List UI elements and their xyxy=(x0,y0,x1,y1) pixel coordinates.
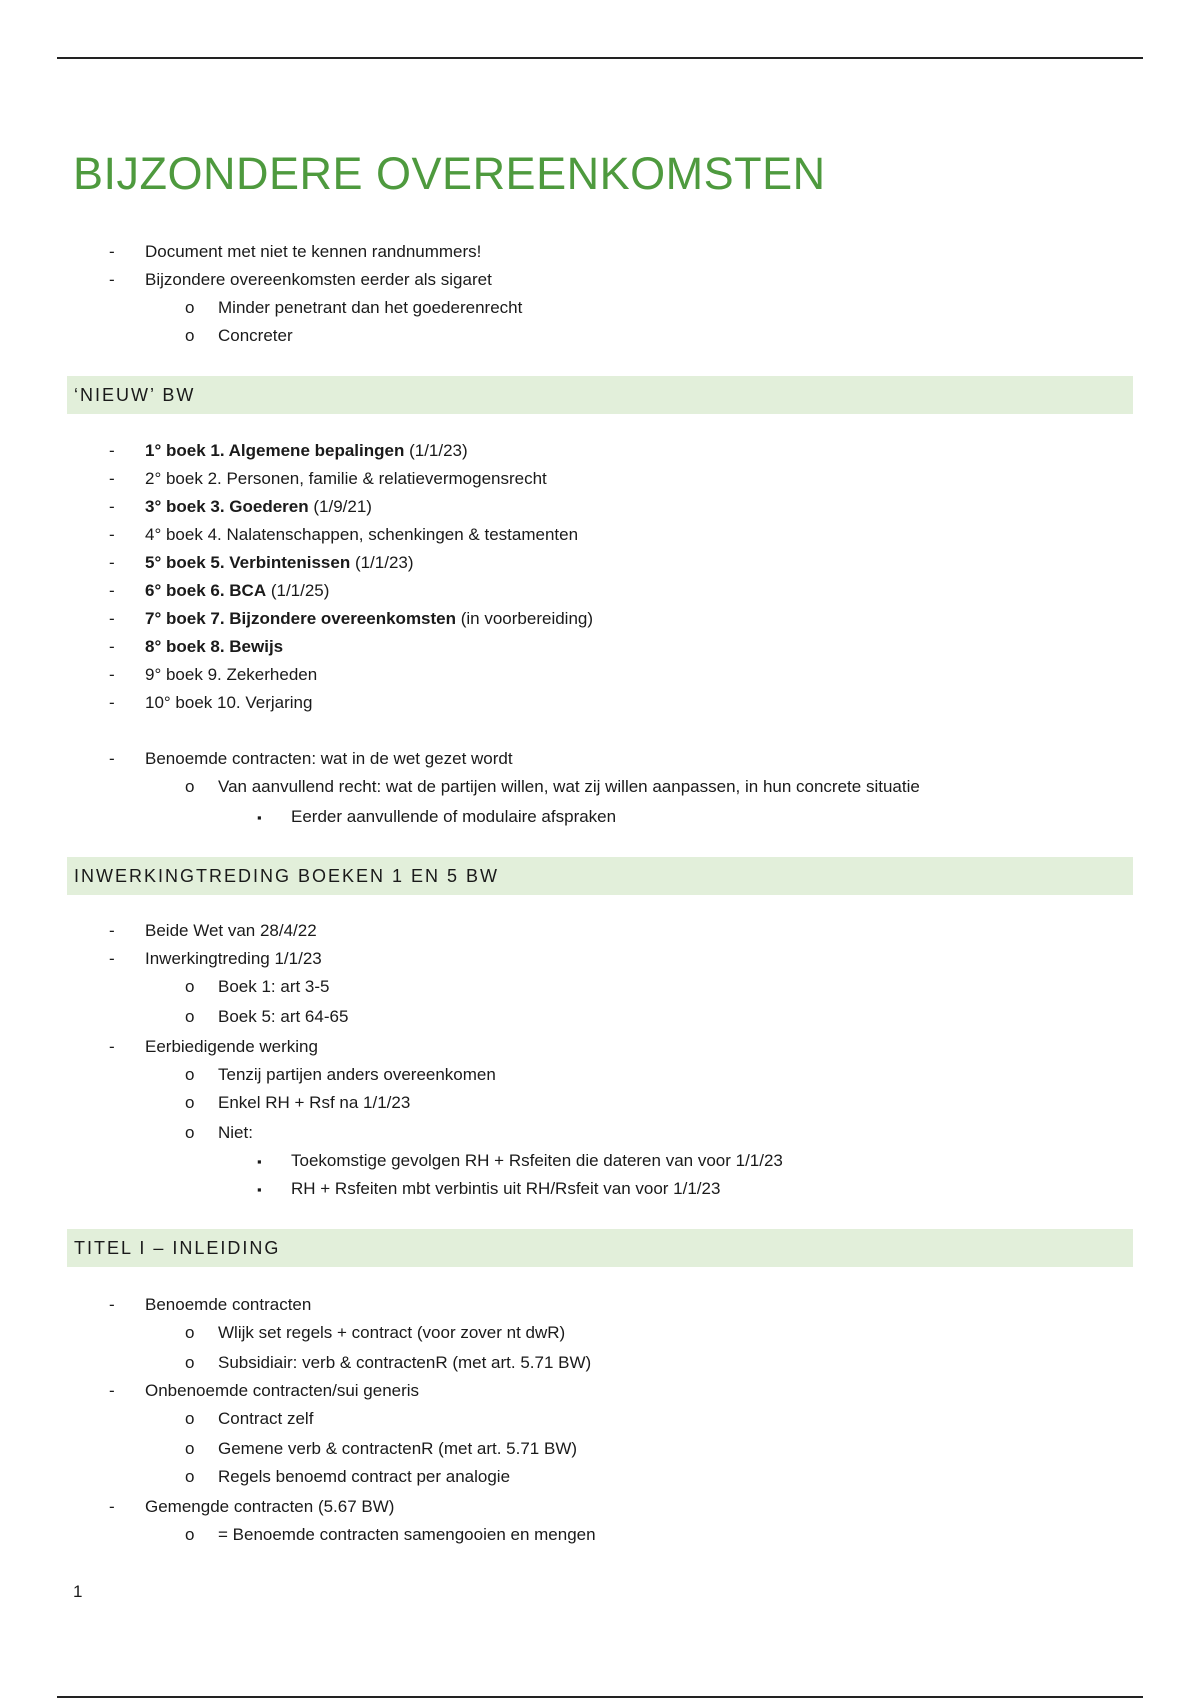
list-item: o Van aanvullend recht: wat de partijen willen, wat zij willen aanpassen, in hun concrete situatie xyxy=(185,777,920,796)
list-item: ▪ Toekomstige gevolgen RH + Rsfeiten die dateren van voor 1/1/23 xyxy=(257,1151,783,1170)
list-item: o Tenzij partijen anders overeenkomen xyxy=(185,1065,496,1084)
list-item: o Enkel RH + Rsf na 1/1/23 xyxy=(185,1093,411,1112)
list-item: - Inwerkingtreding 1/1/23 xyxy=(109,949,322,968)
list-item: o Concreter xyxy=(185,326,293,345)
list-item: - Onbenoemde contracten/sui generis xyxy=(109,1381,420,1400)
list-item: - 7° boek 7. Bijzondere overeenkomsten (in voorbereiding) xyxy=(109,609,594,628)
list-item: - 6° boek 6. BCA (1/1/25) xyxy=(109,581,330,600)
list-item: - Benoemde contracten: wat in de wet gezet wordt xyxy=(109,749,513,768)
list-item: o Wlijk set regels + contract (voor zover nt dwR) xyxy=(185,1323,566,1342)
list-item: - Eerbiedigende werking xyxy=(109,1037,318,1056)
bottom-rule xyxy=(57,1696,1143,1698)
list-item: o Subsidiair: verb & contractenR (met art. 5.71 BW) xyxy=(185,1353,592,1372)
list-item: - 2° boek 2. Personen, familie & relatievermogensrecht xyxy=(109,469,547,488)
list-item: - 9° boek 9. Zekerheden xyxy=(109,665,318,684)
list-item: - Gemengde contracten (5.67 BW) xyxy=(109,1497,395,1516)
inwerking-list xyxy=(67,921,1134,1199)
list-item: o Niet: xyxy=(185,1123,253,1142)
list-item: - Document met niet te kennen randnummers! xyxy=(109,242,482,261)
intro-list xyxy=(67,242,1134,346)
list-item: o Minder penetrant dan het goederenrecht xyxy=(185,298,523,317)
books-list xyxy=(67,441,1134,827)
page-number: 1 xyxy=(73,1582,83,1601)
list-item: - Benoemde contracten xyxy=(109,1295,312,1314)
list-item: - 1° boek 1. Algemene bepalingen (1/1/23) xyxy=(109,441,468,460)
list-item: o Regels benoemd contract per analogie xyxy=(185,1467,511,1486)
section-heading-titel-i: TITEL I – INLEIDING xyxy=(67,1229,1133,1267)
list-item: ▪ Eerder aanvullende of modulaire afspraken xyxy=(257,807,617,826)
list-item: - Bijzondere overeenkomsten eerder als sigaret xyxy=(109,270,492,289)
document-title: BIJZONDERE OVEREENKOMSTEN xyxy=(73,148,826,199)
list-item: - 3° boek 3. Goederen (1/9/21) xyxy=(109,497,372,516)
list-item: o Contract zelf xyxy=(185,1409,314,1428)
list-item: o Gemene verb & contractenR (met art. 5.71 BW) xyxy=(185,1439,578,1458)
section-heading-nieuw-bw: ‘NIEUW’ BW xyxy=(67,376,1133,414)
list-item: o Boek 5: art 64-65 xyxy=(185,1007,349,1026)
list-item: ▪ RH + Rsfeiten mbt verbintis uit RH/Rsfeit van voor 1/1/23 xyxy=(257,1179,721,1198)
list-item: - 5° boek 5. Verbintenissen (1/1/23) xyxy=(109,553,414,572)
titel-list xyxy=(67,1295,1134,1545)
section-heading-inwerkingtreding: INWERKINGTREDING BOEKEN 1 EN 5 BW xyxy=(67,857,1133,895)
list-item: - 10° boek 10. Verjaring xyxy=(109,693,313,712)
list-item: - 8° boek 8. Bewijs xyxy=(109,637,284,656)
top-rule xyxy=(57,57,1143,59)
list-item: - Beide Wet van 28/4/22 xyxy=(109,921,317,940)
list-item: o Boek 1: art 3-5 xyxy=(185,977,330,996)
list-item: - 4° boek 4. Nalatenschappen, schenkingen & testamenten xyxy=(109,525,579,544)
list-item: o = Benoemde contracten samengooien en mengen xyxy=(185,1525,596,1544)
